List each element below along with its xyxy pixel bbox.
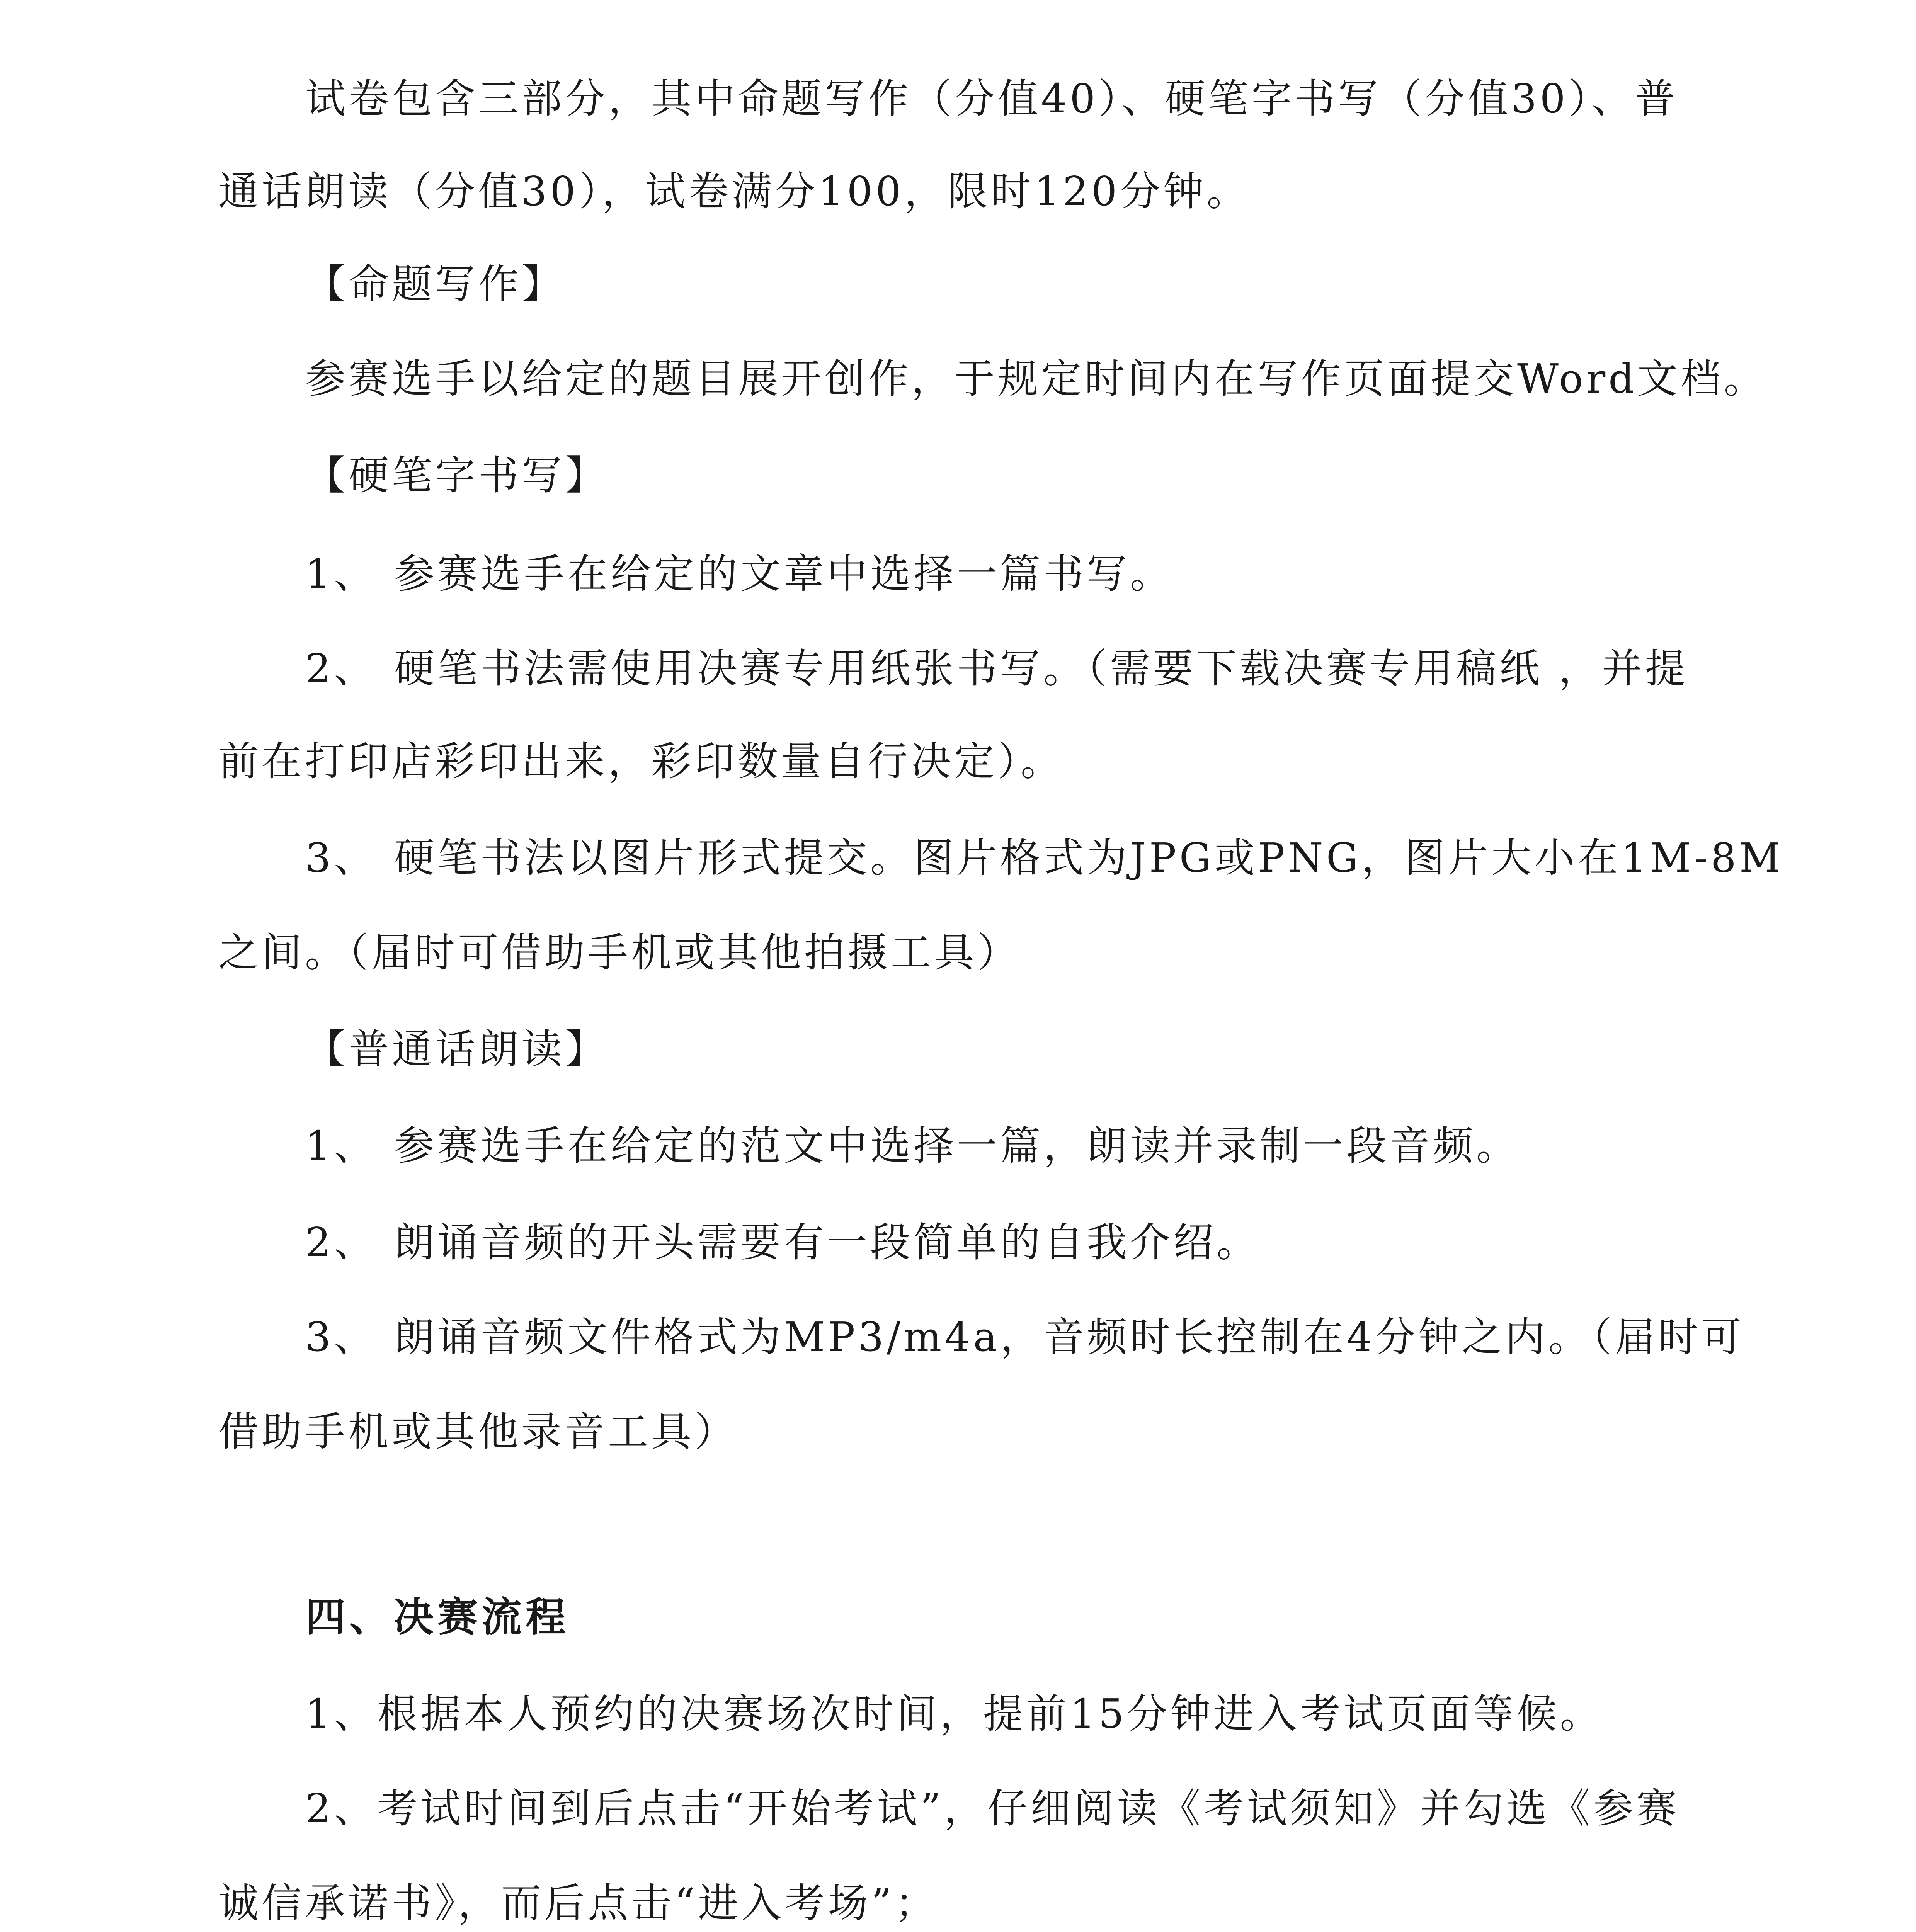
reading-item-1 xyxy=(0,1119,1916,1173)
calligraphy-item-2-text: 硬笔书法需使用决赛专用纸张书写。（需要下载决赛专用稿纸 ，并提 xyxy=(394,645,1689,692)
section4-item-2-cont: 诚信承诺书》，而后点击“进入考场”； xyxy=(218,1879,938,1927)
section4-item-2: 2、考试时间到后点击“开始考试”，仔细阅读《考试须知》并勾选《参赛 xyxy=(305,1785,1680,1832)
reading-item-1-num: 1、 xyxy=(305,1122,378,1169)
calligraphy-item-2-num: 2、 xyxy=(305,645,378,692)
calligraphy-item-3-text: 硬笔书法以图片形式提交。图片格式为JPG或PNG，图片大小在1M-8M xyxy=(394,834,1784,881)
calligraphy-item-3-cont: 之间。（届时可借助手机或其他拍摄工具） xyxy=(218,929,1021,976)
reading-item-3-cont: 借助手机或其他录音工具） xyxy=(218,1408,738,1455)
reading-header: 【普通话朗读】 xyxy=(305,1026,609,1073)
calligraphy-item-3-num: 3、 xyxy=(305,834,378,881)
section4-item-1: 1、根据本人预约的决赛场次时间，提前15分钟进入考试页面等候。 xyxy=(305,1690,1603,1737)
intro-line-1: 试卷包含三部分，其中命题写作（分值40）、硬笔字书写（分值30）、普 xyxy=(305,75,1678,122)
reading-item-3 xyxy=(0,1310,1916,1364)
writing-header: 【命题写作】 xyxy=(305,260,565,308)
reading-item-3-text: 朗诵音频文件格式为MP3/m4a，音频时长控制在4分钟之内。（届时可 xyxy=(394,1313,1745,1361)
intro-line-2: 通话朗读（分值30），试卷满分100，限时120分钟。 xyxy=(218,168,1250,215)
reading-item-2-num: 2、 xyxy=(305,1219,378,1266)
reading-item-2 xyxy=(0,1215,1916,1269)
reading-item-2-text: 朗诵音频的开头需要有一段简单的自我介绍。 xyxy=(394,1219,1260,1266)
section4-title: 四、决赛流程 xyxy=(305,1593,570,1641)
reading-item-1-text: 参赛选手在给定的范文中选择一篇，朗读并录制一段音频。 xyxy=(394,1122,1520,1169)
calligraphy-item-2-cont: 前在打印店彩印出来，彩印数量自行决定）。 xyxy=(218,738,1064,785)
reading-item-3-num: 3、 xyxy=(305,1313,378,1361)
calligraphy-item-3 xyxy=(0,831,1916,885)
calligraphy-item-1-text: 参赛选手在给定的文章中选择一篇书写。 xyxy=(394,550,1174,597)
calligraphy-item-1-num: 1、 xyxy=(305,550,378,597)
writing-desc: 参赛选手以给定的题目展开创作，于规定时间内在写作页面提交Word文档。 xyxy=(305,355,1767,402)
calligraphy-item-1 xyxy=(0,547,1916,601)
calligraphy-header: 【硬笔字书写】 xyxy=(305,452,609,499)
calligraphy-item-2 xyxy=(0,641,1916,696)
